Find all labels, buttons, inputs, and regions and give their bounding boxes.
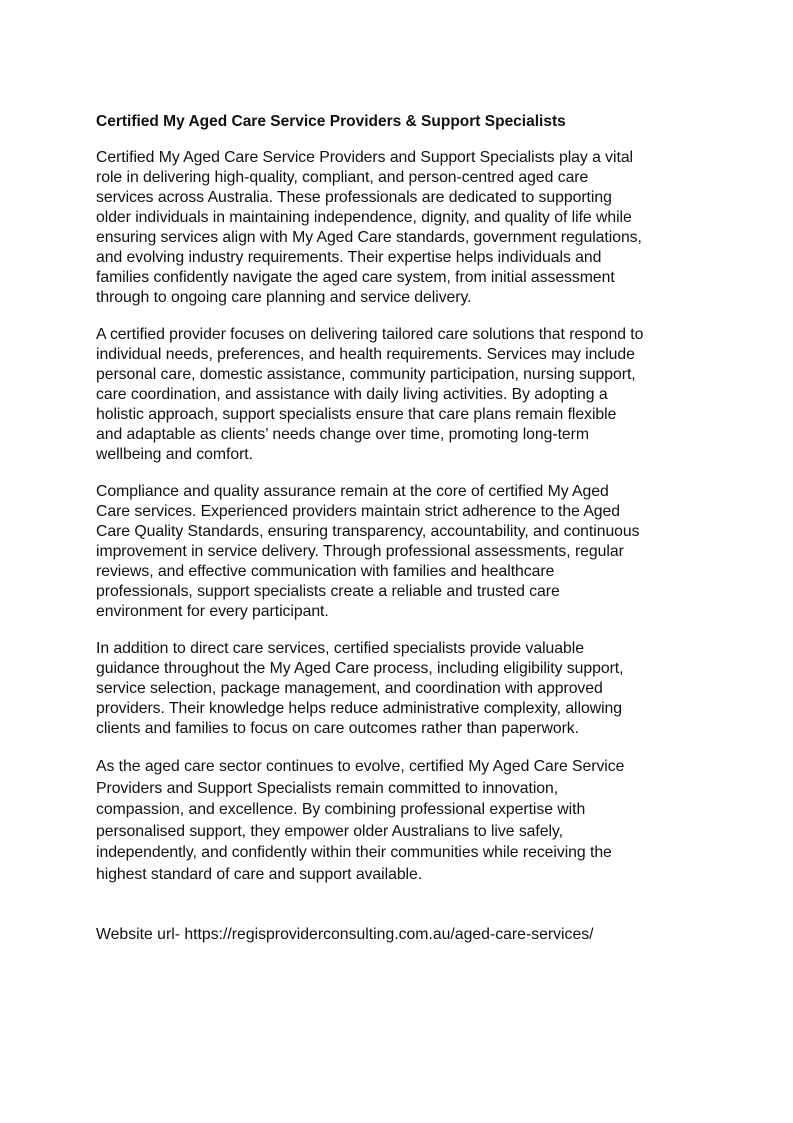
paragraph-line: through to ongoing care planning and service delivery. — [96, 289, 472, 306]
paragraph-line: services across Australia. These professionals are dedicated to supporting — [96, 189, 612, 206]
paragraph-line: providers. Their knowledge helps reduce administrative complexity, allowing — [96, 700, 622, 717]
paragraph-line: highest standard of care and support available. — [96, 865, 423, 883]
paragraph-line: care coordination, and assistance with daily living activities. By adopting a — [96, 386, 608, 403]
paragraph-5 — [96, 756, 704, 885]
paragraph-line: Care Quality Standards, ensuring transparency, accountability, and continuous — [96, 523, 640, 540]
paragraph-line: Providers and Support Specialists remain committed to innovation, — [96, 779, 559, 797]
paragraph-line: and adaptable as clients’ needs change over time, promoting long-term — [96, 426, 589, 443]
paragraph-line: and evolving industry requirements. Their expertise helps individuals and — [96, 249, 602, 266]
paragraph-line: wellbeing and comfort. — [96, 446, 253, 463]
paragraph-line: As the aged care sector continues to evolve, certified My Aged Care Service — [96, 758, 625, 775]
paragraph-line: In addition to direct care services, certified specialists provide valuable — [96, 640, 584, 657]
paragraph-line: ensuring services align with My Aged Care standards, government regulations, — [96, 229, 642, 246]
paragraph-4 — [96, 639, 704, 739]
paragraph-line: reviews, and effective communication with families and healthcare — [96, 563, 555, 580]
paragraph-line: improvement in service delivery. Through professional assessments, regular — [96, 543, 624, 560]
paragraph-line: families confidently navigate the aged care system, from initial assessment — [96, 269, 615, 286]
paragraph-line: independently, and confidently within their communities while receiving the — [96, 844, 612, 861]
website-url-text: Website url- https://regisproviderconsulting.com.au/aged-care-services/ — [96, 926, 594, 943]
document-page — [96, 112, 704, 945]
paragraph-line: Compliance and quality assurance remain at the core of certified My Aged — [96, 483, 609, 500]
paragraph-line: environment for every participant. — [96, 603, 329, 620]
paragraph-line: personalised support, they empower older Australians to live safely, — [96, 822, 563, 840]
paragraph-3 — [96, 482, 704, 622]
paragraph-line: role in delivering high-quality, compliant, and person-centred aged care — [96, 169, 589, 186]
paragraph-line: holistic approach, support specialists ensure that care plans remain flexible — [96, 406, 617, 423]
paragraph-line: professionals, support specialists create a reliable and trusted care — [96, 583, 560, 600]
paragraph-line: Care services. Experienced providers maintain strict adherence to the Aged — [96, 503, 621, 520]
paragraph-1 — [96, 148, 704, 308]
paragraph-line: service selection, package management, and coordination with approved — [96, 680, 603, 697]
paragraph-2 — [96, 325, 704, 465]
paragraph-line: A certified provider focuses on delivering tailored care solutions that respond to — [96, 326, 644, 343]
paragraph-line: compassion, and excellence. By combining professional expertise with — [96, 801, 586, 818]
document-title: Certified My Aged Care Service Providers & Support Specialists — [96, 113, 566, 130]
paragraph-line: clients and families to focus on care outcomes rather than paperwork. — [96, 720, 579, 737]
paragraph-line: individual needs, preferences, and health requirements. Services may include — [96, 346, 635, 363]
paragraph-line: personal care, domestic assistance, community participation, nursing support, — [96, 366, 636, 383]
paragraph-line: older individuals in maintaining independence, dignity, and quality of life while — [96, 209, 632, 226]
paragraph-line: guidance throughout the My Aged Care process, including eligibility support, — [96, 660, 624, 677]
paragraph-line: Certified My Aged Care Service Providers and Support Specialists play a vital — [96, 149, 634, 166]
